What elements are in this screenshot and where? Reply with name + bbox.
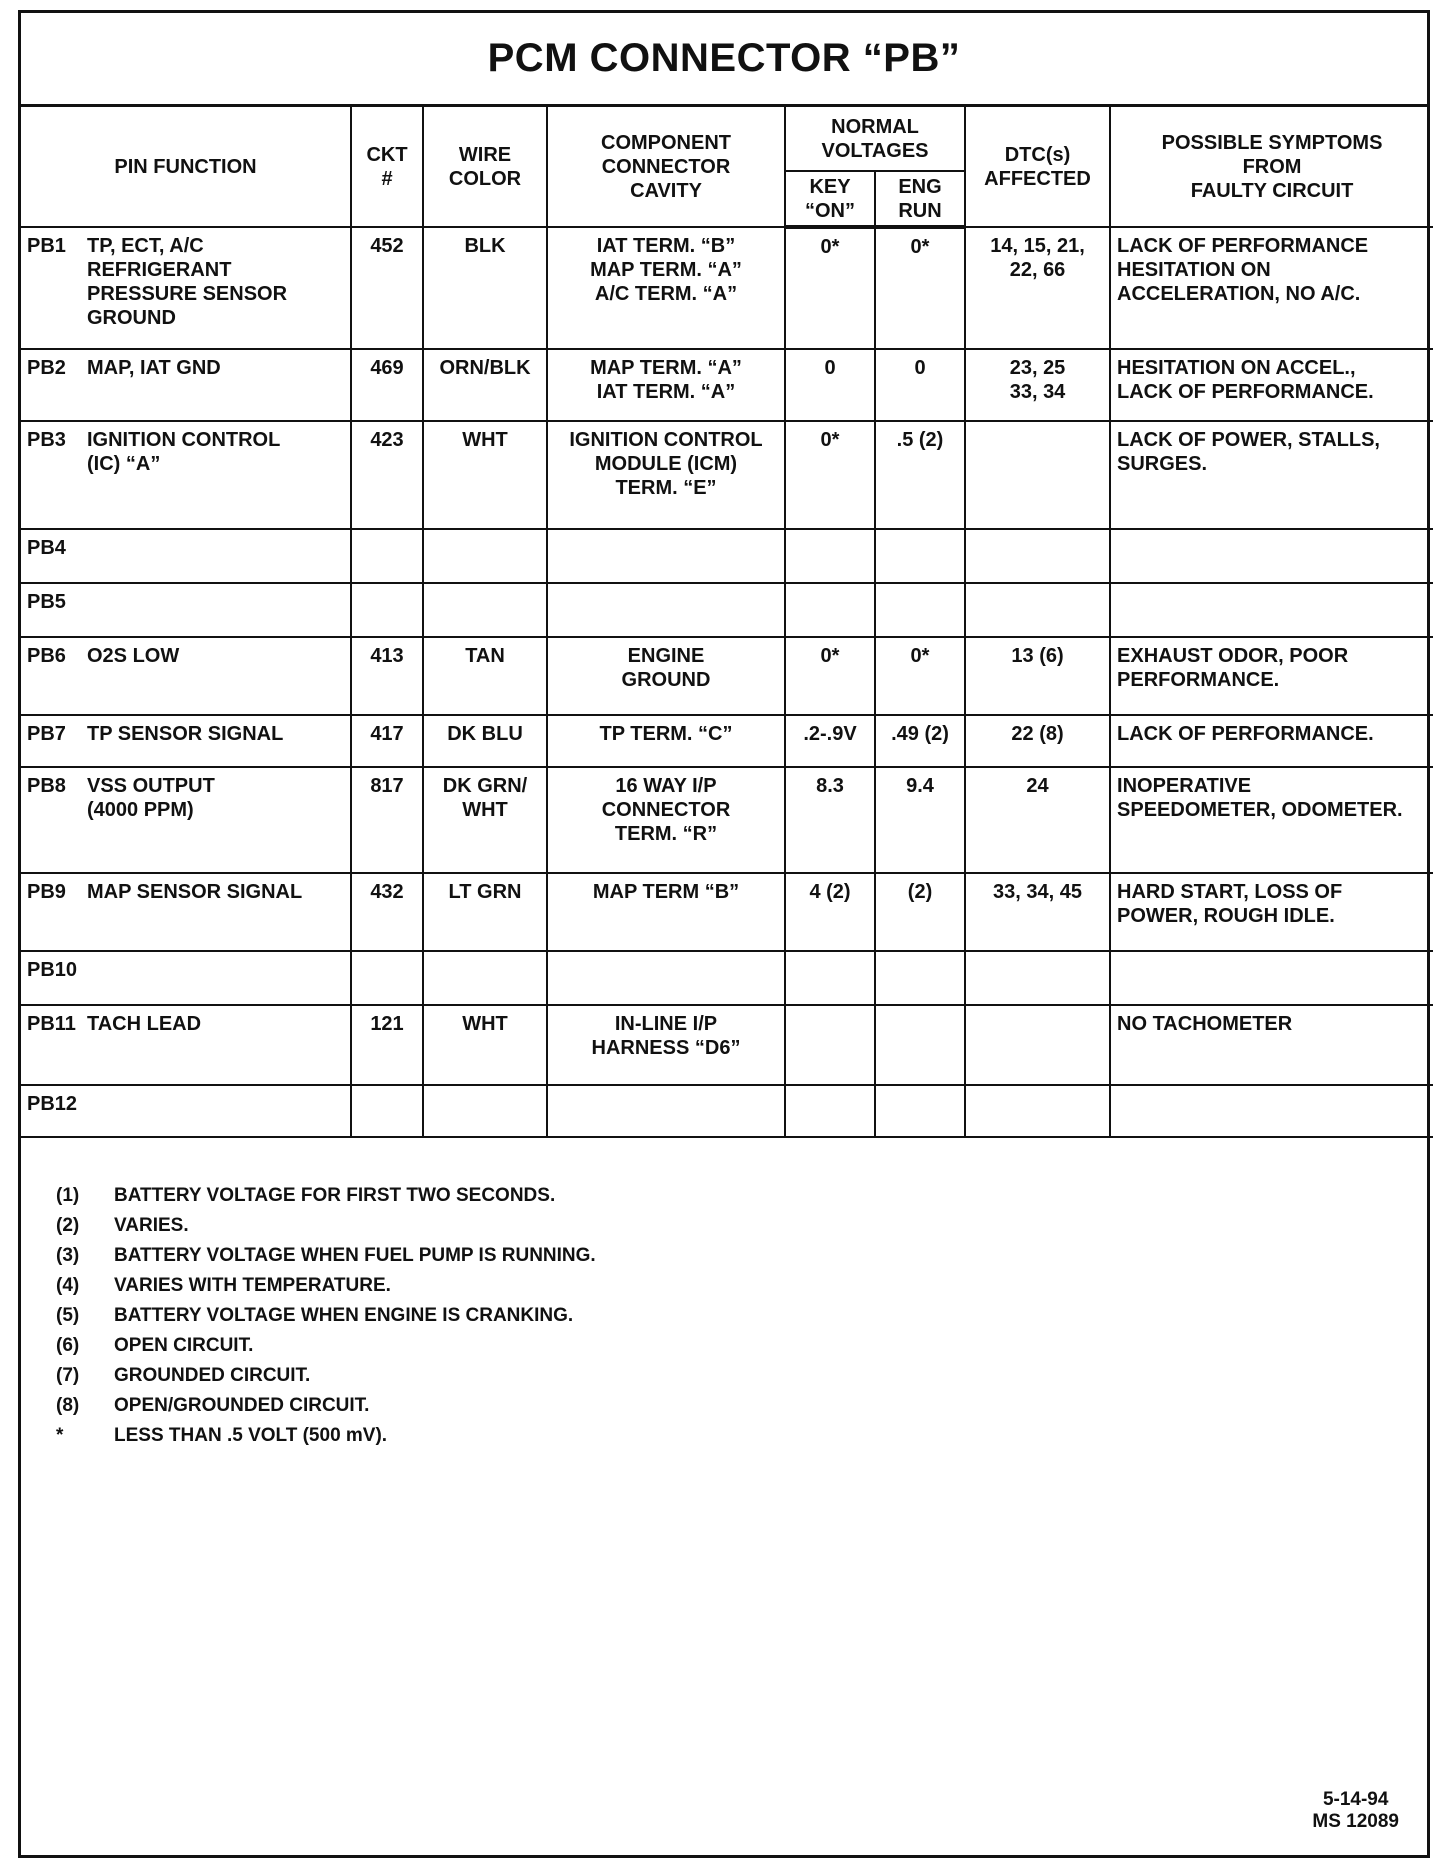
pin-table [21, 107, 1433, 1138]
key-on-cell: 0* [785, 227, 875, 349]
pin-cell [21, 951, 351, 1005]
symptoms-cell [1110, 951, 1433, 1005]
component-cell [547, 1085, 785, 1137]
symptoms-cell: HESITATION ON ACCEL., LACK OF PERFORMANCE. [1110, 349, 1433, 421]
component-cell: IN-LINE I/P HARNESS “D6” [547, 1005, 785, 1085]
ckt-cell: 423 [351, 421, 423, 529]
wire-color-cell [423, 529, 547, 583]
pin-function: VSS OUTPUT (4000 PPM) [87, 775, 215, 821]
dtc-cell [965, 951, 1110, 1005]
component-cell: 16 WAY I/P CONNECTOR TERM. “R” [547, 767, 785, 873]
key-on-cell: 0* [785, 637, 875, 715]
component-cell: MAP TERM “B” [547, 873, 785, 951]
pin-id: PB11 [27, 1013, 76, 1035]
pin-function: TP SENSOR SIGNAL [87, 723, 284, 745]
eng-run-cell: 0* [875, 637, 965, 715]
ckt-cell: 432 [351, 873, 423, 951]
footnote-item [56, 1275, 596, 1305]
symptoms-cell: INOPERATIVE SPEEDOMETER, ODOMETER. [1110, 767, 1433, 873]
footnote-key: (4) [56, 1275, 80, 1296]
component-cell [547, 583, 785, 637]
header-key-on: KEY “ON” [785, 171, 875, 227]
stamp-date: 5-14-94 [1322, 1789, 1389, 1810]
pin-id: PB8 [27, 775, 66, 797]
pin-cell [21, 349, 351, 421]
key-on-cell: 0 [785, 349, 875, 421]
pin-cell [21, 715, 351, 767]
key-on-cell: 4 (2) [785, 873, 875, 951]
dtc-cell [965, 529, 1110, 583]
table-row [21, 421, 1433, 529]
key-on-cell: .2-.9V [785, 715, 875, 767]
table-row [21, 349, 1433, 421]
dtc-cell [965, 421, 1110, 529]
pin-id: PB2 [27, 357, 66, 379]
pin-cell [21, 873, 351, 951]
wire-color-cell: LT GRN [423, 873, 547, 951]
footnote-item [56, 1365, 596, 1395]
eng-run-cell: 0 [875, 349, 965, 421]
pin-cell [21, 583, 351, 637]
table-row [21, 227, 1433, 349]
footnote-key: (6) [56, 1335, 80, 1356]
eng-run-cell [875, 529, 965, 583]
footnote-item [56, 1335, 596, 1365]
wire-color-cell [423, 951, 547, 1005]
ckt-cell [351, 529, 423, 583]
table-row [21, 637, 1433, 715]
eng-run-cell [875, 583, 965, 637]
key-on-cell [785, 1005, 875, 1085]
symptoms-cell: HARD START, LOSS OF POWER, ROUGH IDLE. [1110, 873, 1433, 951]
component-cell: MAP TERM. “A” IAT TERM. “A” [547, 349, 785, 421]
table-row [21, 951, 1433, 1005]
pin-cell [21, 767, 351, 873]
header-normal-voltages: NORMAL VOLTAGES [785, 107, 965, 171]
key-on-cell [785, 529, 875, 583]
header-component: COMPONENT CONNECTOR CAVITY [547, 107, 785, 227]
pin-cell [21, 529, 351, 583]
pin-id: PB3 [27, 429, 66, 451]
eng-run-cell: 9.4 [875, 767, 965, 873]
pin-id: PB4 [27, 537, 66, 559]
header-eng-run: ENG RUN [875, 171, 965, 227]
footnote-key: (5) [56, 1305, 80, 1326]
footnote-key: (2) [56, 1215, 80, 1236]
symptoms-cell: LACK OF POWER, STALLS, SURGES. [1110, 421, 1433, 529]
pin-cell [21, 1005, 351, 1085]
pin-cell [21, 1085, 351, 1137]
symptoms-cell: LACK OF PERFORMANCE. [1110, 715, 1433, 767]
key-on-cell: 0* [785, 421, 875, 529]
footnote-item [56, 1425, 596, 1455]
ckt-cell [351, 583, 423, 637]
ckt-cell: 121 [351, 1005, 423, 1085]
header-dtc: DTC(s) AFFECTED [965, 107, 1110, 227]
pin-function: O2S LOW [87, 645, 180, 667]
wire-color-cell: ORN/BLK [423, 349, 547, 421]
header-symptoms: POSSIBLE SYMPTOMS FROM FAULTY CIRCUIT [1110, 107, 1433, 227]
pin-cell [21, 227, 351, 349]
ckt-cell: 413 [351, 637, 423, 715]
footnote-text: BATTERY VOLTAGE WHEN FUEL PUMP IS RUNNING. [114, 1245, 596, 1266]
table-row [21, 1085, 1433, 1137]
wire-color-cell: DK GRN/ WHT [423, 767, 547, 873]
footnote-text: VARIES WITH TEMPERATURE. [114, 1275, 391, 1296]
wire-color-cell: DK BLU [423, 715, 547, 767]
footnote-key: (8) [56, 1395, 80, 1416]
ckt-cell [351, 1085, 423, 1137]
footnote-text: OPEN/GROUNDED CIRCUIT. [114, 1395, 370, 1416]
footnotes [56, 1185, 596, 1455]
pin-id: PB5 [27, 591, 66, 613]
symptoms-cell: EXHAUST ODOR, POOR PERFORMANCE. [1110, 637, 1433, 715]
pin-function: TACH LEAD [87, 1013, 202, 1035]
page-title: PCM CONNECTOR “PB” [21, 13, 1427, 107]
key-on-cell: 8.3 [785, 767, 875, 873]
ckt-cell [351, 951, 423, 1005]
eng-run-cell [875, 1005, 965, 1085]
key-on-cell [785, 951, 875, 1005]
component-cell: IAT TERM. “B” MAP TERM. “A” A/C TERM. “A” [547, 227, 785, 349]
table-row [21, 715, 1433, 767]
footnote-text: BATTERY VOLTAGE WHEN ENGINE IS CRANKING. [114, 1305, 574, 1326]
footnote-item [56, 1185, 596, 1215]
pin-function: TP, ECT, A/C REFRIGERANT PRESSURE SENSOR GROUND [87, 235, 288, 329]
table-row [21, 1005, 1433, 1085]
dtc-cell: 22 (8) [965, 715, 1110, 767]
footnote-item [56, 1395, 596, 1425]
component-cell: TP TERM. “C” [547, 715, 785, 767]
wire-color-cell [423, 1085, 547, 1137]
dtc-cell [965, 1005, 1110, 1085]
wire-color-cell: BLK [423, 227, 547, 349]
note-list [56, 1185, 596, 1455]
component-cell [547, 951, 785, 1005]
component-cell: IGNITION CONTROL MODULE (ICM) TERM. “E” [547, 421, 785, 529]
eng-run-cell: .49 (2) [875, 715, 965, 767]
wire-color-cell: WHT [423, 1005, 547, 1085]
footnote-text: GROUNDED CIRCUIT. [114, 1365, 311, 1386]
pin-function: IGNITION CONTROL (IC) “A” [87, 429, 281, 475]
symptoms-cell: NO TACHOMETER [1110, 1005, 1433, 1085]
pin-rows [21, 227, 1433, 1137]
ckt-cell: 469 [351, 349, 423, 421]
eng-run-cell [875, 1085, 965, 1137]
footnote-key: (1) [56, 1185, 80, 1206]
pin-cell [21, 637, 351, 715]
dtc-cell: 23, 25 33, 34 [965, 349, 1110, 421]
dtc-cell: 33, 34, 45 [965, 873, 1110, 951]
pin-id: PB1 [27, 235, 66, 257]
pin-cell [21, 421, 351, 529]
key-on-cell [785, 583, 875, 637]
ckt-cell: 452 [351, 227, 423, 349]
footnote-item [56, 1215, 596, 1245]
pin-function: MAP, IAT GND [87, 357, 221, 379]
header-ckt: CKT # [351, 107, 423, 227]
footnote-text: BATTERY VOLTAGE FOR FIRST TWO SECONDS. [114, 1185, 556, 1206]
symptoms-cell: LACK OF PERFORMANCE HESITATION ON ACCELERATION, NO A/C. [1110, 227, 1433, 349]
symptoms-cell [1110, 529, 1433, 583]
document-frame [18, 10, 1430, 1858]
document-stamp [1312, 1789, 1399, 1833]
pin-id: PB9 [27, 881, 66, 903]
table-row [21, 529, 1433, 583]
pin-id: PB7 [27, 723, 66, 745]
footnote-key: (7) [56, 1365, 80, 1386]
ckt-cell: 817 [351, 767, 423, 873]
dtc-cell: 14, 15, 21, 22, 66 [965, 227, 1110, 349]
dtc-cell [965, 583, 1110, 637]
header-wire-color: WIRE COLOR [423, 107, 547, 227]
symptoms-cell [1110, 583, 1433, 637]
dtc-cell [965, 1085, 1110, 1137]
table-row [21, 767, 1433, 873]
key-on-cell [785, 1085, 875, 1137]
footnote-item [56, 1245, 596, 1275]
ckt-cell: 417 [351, 715, 423, 767]
table-row [21, 873, 1433, 951]
dtc-cell: 24 [965, 767, 1110, 873]
eng-run-cell: 0* [875, 227, 965, 349]
pin-id: PB12 [27, 1093, 78, 1115]
pin-id: PB10 [27, 959, 78, 981]
footnote-item [56, 1305, 596, 1335]
symptoms-cell [1110, 1085, 1433, 1137]
component-cell: ENGINE GROUND [547, 637, 785, 715]
wire-color-cell: WHT [423, 421, 547, 529]
table-row [21, 583, 1433, 637]
wire-color-cell [423, 583, 547, 637]
footnote-text: LESS THAN .5 VOLT (500 mV). [114, 1425, 388, 1446]
eng-run-cell: .5 (2) [875, 421, 965, 529]
header-pin-function: PIN FUNCTION [21, 107, 351, 227]
pin-function: MAP SENSOR SIGNAL [87, 881, 303, 903]
component-cell [547, 529, 785, 583]
footnote-key: (3) [56, 1245, 80, 1266]
wire-color-cell: TAN [423, 637, 547, 715]
footnote-text: VARIES. [114, 1215, 189, 1236]
footnote-key: * [56, 1425, 64, 1446]
eng-run-cell: (2) [875, 873, 965, 951]
pin-id: PB6 [27, 645, 66, 667]
dtc-cell: 13 (6) [965, 637, 1110, 715]
stamp-ms: MS 12089 [1312, 1811, 1399, 1832]
footnote-text: OPEN CIRCUIT. [114, 1335, 254, 1356]
eng-run-cell [875, 951, 965, 1005]
